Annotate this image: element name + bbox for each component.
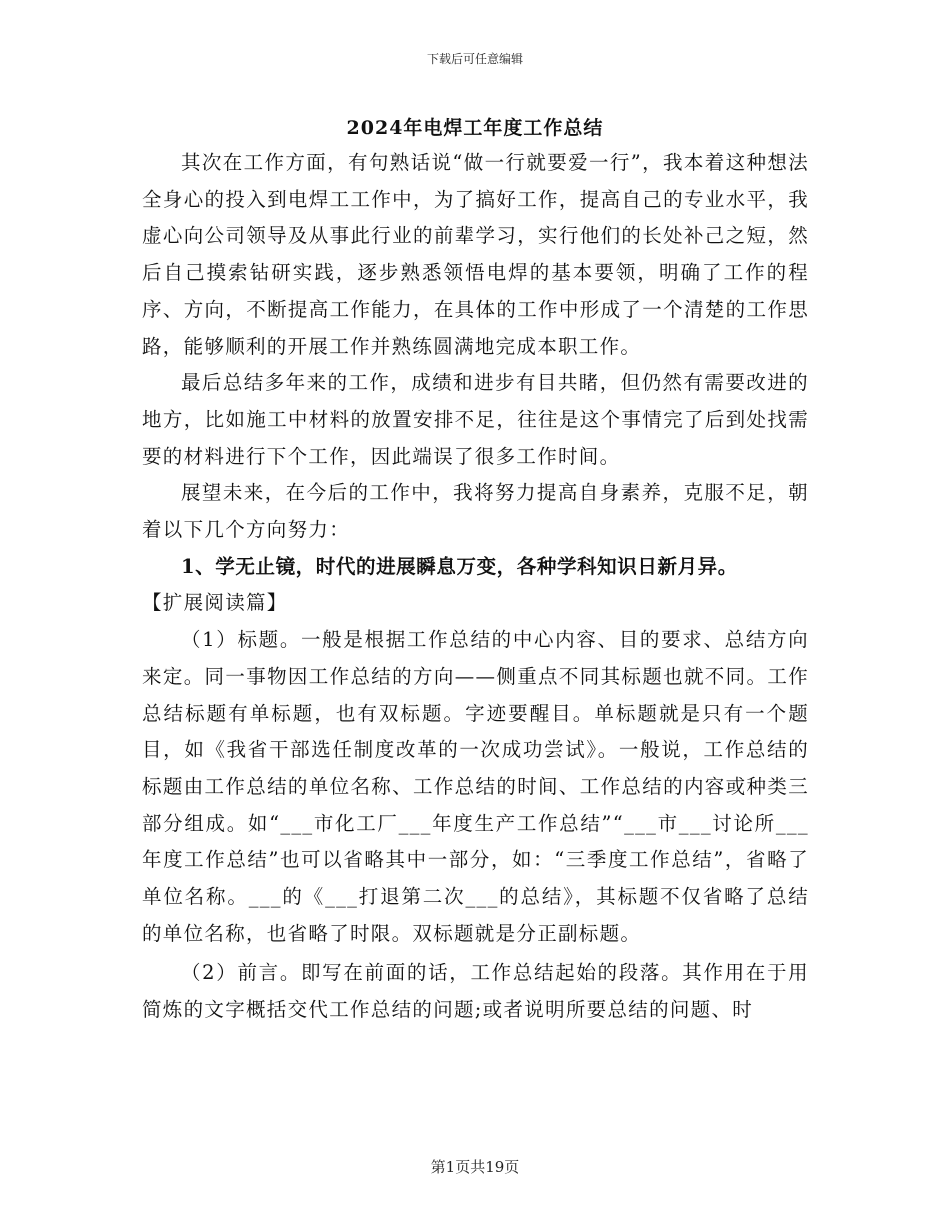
header-note: 下载后可任意编辑 — [426, 52, 523, 66]
document-body — [142, 145, 809, 1029]
paragraph-goal-1: 1、学无止镜，时代的进展瞬息万变，各种学科知识日新月异。 — [181, 554, 738, 578]
paragraph-work-aspect: 其次在工作方面，有句熟话说“做一行就要爱一行”，我本着这种想法全身心的投入到电焊工工作中，为了搞好工作，提高自己的专业水平，我虚心向公司领导及从事此行业的前辈学习，实行他们的长处补己之短，然后自己摸索钻研实践，逐步熟悉领悟电焊的基本要领，明确了工作的程序、方向，不断提高工作能力，在具体的工作中形成了一个清楚的工作思路，能够顺利的开展工作并熟练圆满地完成本职工作。 — [142, 151, 809, 358]
paragraph-preface-explanation: （2）前言。即写在前面的话，工作总结起始的段落。其作用在于用简炼的文字概括交代工作总结的问题;或者说明所要总结的问题、时 — [142, 961, 809, 1022]
paragraph-outlook: 展望未来，在今后的工作中，我将努力提高自身素养，克服不足，朝着以下几个方向努力： — [142, 481, 809, 542]
paragraph-title-explanation: （1）标题。一般是根据工作总结的中心内容、目的要求、总结方向来定。同一事物因工作总结的方向——侧重点不同其标题也就不同。工作总结标题有单标题，也有双标题。字迹要醒目。单标题就是只有一个题目，如《我省干部选任制度改革的一次成功尝试》。一般说，工作总结的标题由工作总结的单位名称、工作总结的时间、工作总结的内容或种类三部分组成。如“___市化工厂___年度生产工作总结”“___市___讨论所___年度工作总结”也可以省略其中一部分，如：“三季度工作总结”，省略了单位名称。___的《___打退第二次___的总结》，其标题不仅省略了总结的单位名称，也省略了时限。双标题就是分正副标题。 — [142, 628, 809, 945]
section-heading-extended-reading: 【扩展阅读篇】 — [142, 591, 288, 615]
page-number: 第1页共19页 — [430, 1158, 520, 1176]
paragraph-summary: 最后总结多年来的工作，成绩和进步有目共睹，但仍然有需要改进的地方，比如施工中材料的放置安排不足，往往是这个事情完了后到处找需要的材料进行下个工作，因此端误了很多工作时间。 — [142, 371, 809, 468]
document-title: 2024年电焊工年度工作总结 — [346, 117, 604, 139]
